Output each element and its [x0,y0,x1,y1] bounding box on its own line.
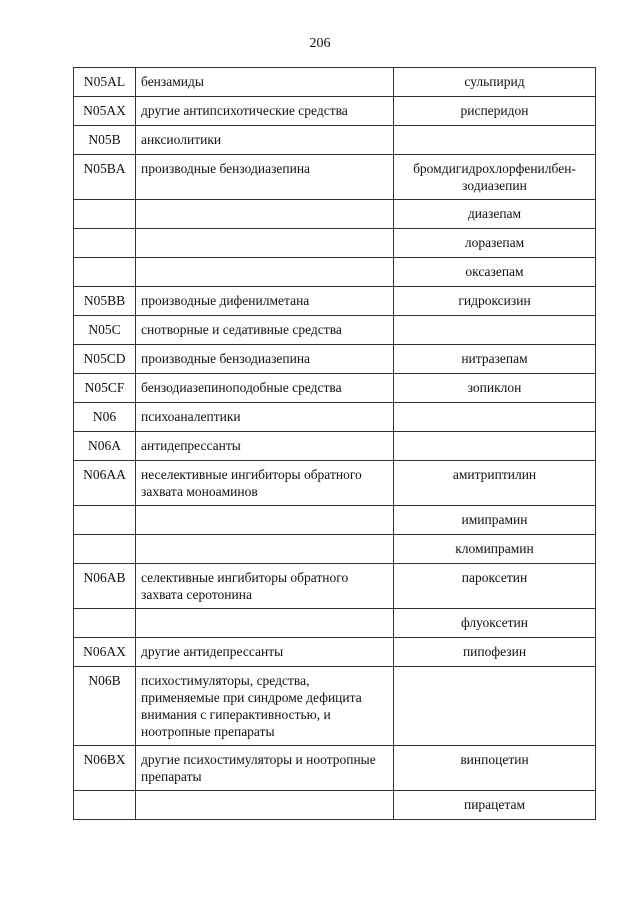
anatomical-group-cell [136,791,394,820]
anatomical-group-cell: снотворные и седативные средства [136,316,394,345]
anatomical-group-cell: антидепрессанты [136,432,394,461]
drug-name-cell: кломипрамин [394,535,596,564]
atc-code-cell: N06AA [74,461,136,506]
drug-name-cell: имипрамин [394,506,596,535]
table-row [74,506,596,535]
drug-name-cell: рисперидон [394,97,596,126]
atc-code-cell [74,200,136,229]
atc-code-cell: N05AL [74,68,136,97]
table-row [74,432,596,461]
table-row [74,667,596,746]
table-row [74,461,596,506]
table-row [74,374,596,403]
atc-code-cell [74,229,136,258]
anatomical-group-cell: производные бензодиазепина [136,155,394,200]
table-row [74,638,596,667]
drug-name-cell: амитриптилин [394,461,596,506]
atc-code-cell: N06AX [74,638,136,667]
table-row [74,155,596,200]
page-number: 206 [309,36,331,51]
anatomical-group-cell [136,200,394,229]
atc-code-cell: N05BA [74,155,136,200]
anatomical-group-cell: другие антидепрессанты [136,638,394,667]
drug-classification-table [73,67,596,820]
atc-code-cell: N05B [74,126,136,155]
anatomical-group-cell [136,229,394,258]
drug-name-cell: пипофезин [394,638,596,667]
table-row [74,791,596,820]
atc-code-cell: N05BB [74,287,136,316]
anatomical-group-cell: анксиолитики [136,126,394,155]
table-row [74,535,596,564]
drug-name-cell [394,432,596,461]
table-row [74,316,596,345]
drug-name-cell: зопиклон [394,374,596,403]
drug-name-cell: пирацетам [394,791,596,820]
table-row [74,258,596,287]
anatomical-group-cell: производные бензодиазепина [136,345,394,374]
atc-code-cell [74,506,136,535]
drug-name-cell: винпоцетин [394,746,596,791]
atc-code-cell [74,258,136,287]
table-row [74,97,596,126]
drug-name-cell: бромдигидрохлорфенилбен- зодиазепин [394,155,596,200]
atc-code-cell: N05C [74,316,136,345]
anatomical-group-cell: неселективные ингибиторы обратного захвата моноаминов [136,461,394,506]
table-row [74,609,596,638]
table-row [74,229,596,258]
table-row [74,126,596,155]
table-row [74,564,596,609]
atc-code-cell: N05AX [74,97,136,126]
anatomical-group-cell: психоаналептики [136,403,394,432]
drug-name-cell [394,667,596,746]
anatomical-group-cell: селективные ингибиторы обратного захвата серотонина [136,564,394,609]
drug-name-cell [394,403,596,432]
table-body [74,68,596,820]
anatomical-group-cell: бензодиазепиноподобные средства [136,374,394,403]
atc-code-cell [74,609,136,638]
drug-name-cell: оксазепам [394,258,596,287]
atc-code-cell: N06AB [74,564,136,609]
table-row [74,287,596,316]
atc-code-cell: N05CD [74,345,136,374]
drug-name-cell: диазепам [394,200,596,229]
anatomical-group-cell: другие антипсихотические средства [136,97,394,126]
drug-name-cell: гидроксизин [394,287,596,316]
table-row [74,68,596,97]
anatomical-group-cell [136,258,394,287]
atc-code-cell [74,535,136,564]
atc-code-cell: N06A [74,432,136,461]
drug-name-cell [394,126,596,155]
table-row [74,746,596,791]
atc-code-cell: N06B [74,667,136,746]
anatomical-group-cell [136,609,394,638]
atc-code-cell: N06BX [74,746,136,791]
anatomical-group-cell [136,506,394,535]
drug-name-cell: лоразепам [394,229,596,258]
anatomical-group-cell: производные дифенилметана [136,287,394,316]
anatomical-group-cell: бензамиды [136,68,394,97]
drug-name-cell: флуоксетин [394,609,596,638]
anatomical-group-cell [136,535,394,564]
drug-name-cell: нитразепам [394,345,596,374]
atc-code-cell: N06 [74,403,136,432]
anatomical-group-cell: другие психостимуляторы и ноотропные препараты [136,746,394,791]
table-row [74,345,596,374]
drug-name-cell [394,316,596,345]
drug-name-cell: пароксетин [394,564,596,609]
atc-code-cell [74,791,136,820]
anatomical-group-cell: психостимуляторы, средства, применяемые при синдроме дефицита внимания с гиперактивностью, и ноотропные препараты [136,667,394,746]
drug-name-cell: сульпирид [394,68,596,97]
atc-code-cell: N05CF [74,374,136,403]
table-row [74,403,596,432]
table-row [74,200,596,229]
